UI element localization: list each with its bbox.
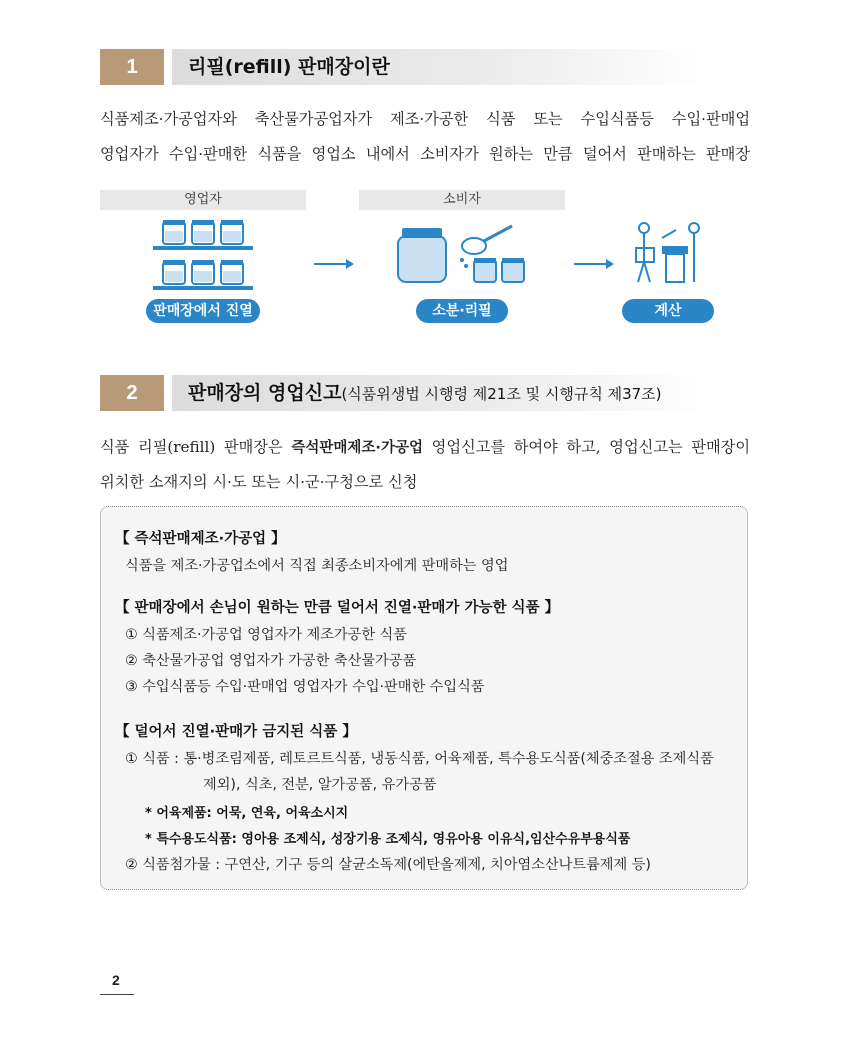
arrow-right-icon: [572, 256, 616, 272]
report-line-1: [100, 430, 750, 466]
info-box: [100, 506, 748, 890]
fish-product-note: * 어육제품: 어묵, 연육, 어육소시지: [145, 806, 349, 821]
box-heading-2: 【 판매장에서 손님이 원하는 만큼 덜어서 진열·판매가 가능한 식품 】: [115, 600, 560, 616]
allowed-item: ① 식품제조·가공업 영업자가 제조가공한 식품: [125, 627, 407, 643]
allowed-item: ③ 수입식품등 수입·판매업 영업자가 수입·판매한 수입식품: [125, 679, 485, 695]
page-number-rule: [100, 994, 134, 995]
section-2-number: 2: [100, 375, 164, 411]
seller-label: 영업자: [100, 190, 306, 210]
report-line-1-a: 식품 리필(refill) 판매장은: [100, 438, 292, 456]
box-heading-3: 【 덜어서 진열·판매가 금지된 식품 】: [115, 724, 357, 740]
box-heading-1: 【 즉석판매제조·가공업 】: [115, 531, 286, 547]
report-line-2: 위치한 소재지의 시·도 또는 시·군·구청으로 신청: [100, 473, 418, 491]
section-2-title-main: 판매장의 영업신고: [188, 382, 342, 404]
section-1-title: 리필(refill) 판매장이란: [172, 49, 712, 85]
section-1-number: 1: [100, 49, 164, 85]
allowed-item: ② 축산물가공업 영업자가 가공한 축산물가공품: [125, 653, 417, 669]
shelf-jars-icon: [145, 214, 255, 294]
step-display: 판매장에서 진열: [146, 299, 260, 323]
box-heading-1-text: 식품을 제조·가공업소에서 직접 최종소비자에게 판매하는 영업: [125, 558, 509, 574]
page-number: 2: [112, 972, 120, 988]
section-2-title-law: (식품위생법 시행령 제21조 및 시행규칙 제37조): [341, 385, 662, 403]
step-checkout: 계산: [622, 299, 714, 323]
report-business-type: 즉석판매제조·가공업: [291, 440, 423, 456]
consumer-label: 소비자: [359, 190, 565, 210]
special-use-food-note: * 특수용도식품: 영아용 조제식, 성장기용 조제식, 영유아용 이유식,임산수유부용식품: [145, 832, 631, 847]
definition-line-2: 영업자가 수입·판매한 식품을 영업소 내에서 소비자가 원하는 만큼 덜어서 판매하는 판매장: [100, 145, 750, 163]
checkout-counter-icon: [632, 220, 708, 288]
arrow-right-icon: [312, 256, 356, 272]
step-refill: 소분·리필: [416, 299, 508, 323]
prohibited-food-line-2: 제외), 식초, 전분, 알가공품, 유가공품: [203, 777, 437, 793]
jar-scoop-icon: [392, 222, 532, 288]
prohibited-food-line-1: ① 식품 : 통·병조림제품, 레토르트식품, 냉동식품, 어육제품, 특수용도식품(체중조절용 조제식품: [125, 751, 714, 767]
section-2-title: [172, 375, 712, 411]
prohibited-additive: ② 식품첨가물 : 구연산, 기구 등의 살균소독제(에탄올제제, 치아염소산나트륨제제 등): [125, 857, 651, 873]
report-line-1-b: 영업신고를 하여야 하고, 영업신고는 판매장이: [422, 438, 751, 456]
definition-line-1: 식품제조·가공업자와 축산물가공업자가 제조·가공한 식품 또는 수입식품등 수입·판매업: [100, 110, 750, 128]
